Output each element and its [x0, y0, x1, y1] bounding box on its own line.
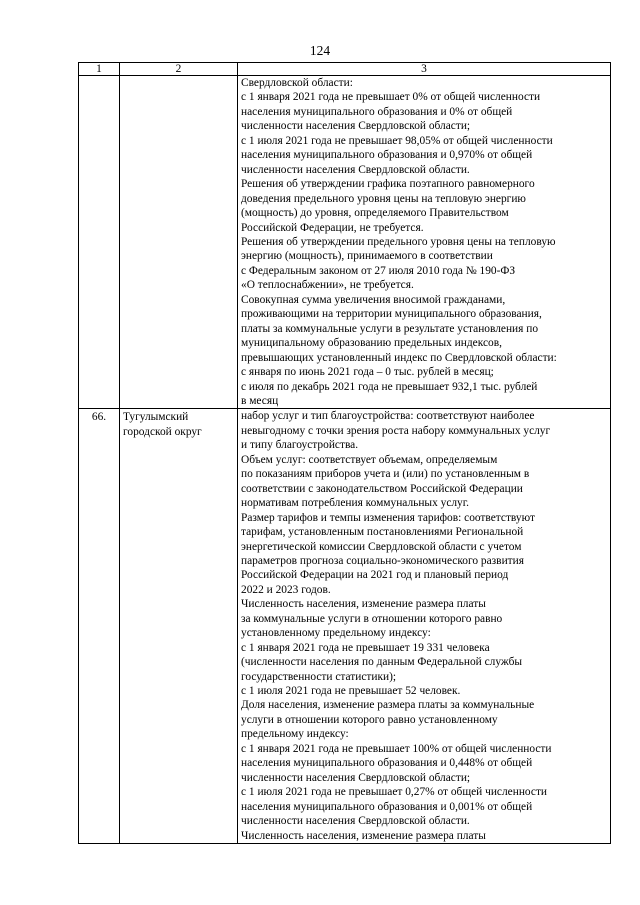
text-line: соответствии с законодательством Российской Федерации	[241, 482, 523, 495]
text-line: численности населения Свердловской области;	[241, 771, 471, 784]
text-line: муниципальному образованию предельных индексов,	[241, 337, 502, 350]
text-line: «О теплоснабжении», не требуется.	[241, 279, 414, 292]
text-line: предельному индексу:	[241, 728, 349, 741]
text-line: тарифам, установленным постановлениями Региональной	[241, 526, 524, 539]
text-line: Российской Федерации на 2021 год и плановый период	[241, 569, 509, 582]
text-line: Свердловской области:	[241, 77, 353, 89]
page-number: 124	[309, 43, 331, 58]
row-number	[79, 76, 120, 409]
text-line: платы за коммунальные услуги в результате установления по	[241, 322, 539, 335]
text-line: с 1 июля 2021 года не превышает 0,27% от общей численности	[241, 786, 548, 799]
text-line: численности населения Свердловской области.	[241, 163, 470, 176]
text-line: с Федеральным законом от 27 июля 2010 года № 190-ФЗ	[241, 264, 516, 277]
text-line: с июля по декабрь 2021 года не превышает 932,1 тыс. рублей	[241, 380, 538, 393]
text-line: за коммунальные услуги в отношении которого равно	[241, 612, 503, 625]
row-description	[238, 76, 611, 409]
text-line: с 1 июля 2021 года не превышает 98,05% от общей численности	[241, 134, 553, 147]
text-line: (мощность) до уровня, определяемого Правительством	[241, 207, 509, 220]
text-line: городской округ	[123, 425, 202, 438]
text-line: превышающих установленный индекс по Свердловской области:	[241, 351, 557, 364]
text-line: населения муниципального образования и 0% от общей	[241, 105, 513, 118]
text-line: в месяц	[241, 394, 279, 407]
text-line: численности населения Свердловской области.	[241, 815, 470, 828]
text-line: невыгодному с точки зрения роста набору коммунальных услуг	[241, 424, 551, 437]
text-line: услуги в отношении которого равно установленному	[241, 713, 498, 726]
text-line: Решения об утверждении графика поэтапного равномерного	[241, 178, 535, 191]
text-line: установленному предельному индексу:	[241, 627, 431, 640]
text-line: нормативам потребления коммунальных услуг.	[241, 497, 469, 510]
text-line: государственности статистики);	[241, 670, 397, 683]
text-line: параметров прогноза социально-экономического развития	[241, 554, 524, 567]
text-line: Совокупная сумма увеличения вносимой гражданами,	[241, 293, 506, 306]
text-line: с 1 января 2021 года не превышает 19 331 человека	[241, 641, 490, 654]
text-line: и типу благоустройства.	[241, 439, 359, 452]
document-table	[78, 62, 611, 844]
municipality-name	[120, 76, 238, 409]
text-line: энергию (мощность), принимаемого в соответствии	[241, 250, 493, 263]
text-line: доведения предельного уровня цены на тепловую энергию	[241, 192, 526, 205]
text-line: с 1 января 2021 года не превышает 100% от общей численности	[241, 742, 552, 755]
text-line: Численность населения, изменение размера платы	[241, 829, 486, 842]
text-line: набор услуг и тип благоустройства: соответствуют наиболее	[241, 410, 535, 423]
municipality-name	[120, 409, 238, 844]
table-row	[79, 409, 611, 844]
text-line: проживающими на территории муниципального образования,	[241, 308, 542, 321]
text-line: 2022 и 2023 годов.	[241, 583, 331, 596]
row-description	[238, 409, 611, 844]
row-number: 66.	[79, 409, 120, 844]
text-line: Объем услуг: соответствует объемам, определяемым	[241, 453, 498, 466]
table-row	[79, 76, 611, 409]
text-line: численности населения Свердловской области;	[241, 120, 471, 133]
text-line: Решения об утверждении предельного уровня цены на тепловую	[241, 235, 556, 248]
text-line: по показаниям приборов учета и (или) по установленным в	[241, 468, 530, 481]
text-line: с 1 июля 2021 года не превышает 52 человек.	[241, 685, 461, 698]
text-line: Численность населения, изменение размера платы	[241, 598, 486, 611]
text-line: населения муниципального образования и 0,448% от общей	[241, 757, 533, 770]
header-col-1: 1	[79, 63, 120, 76]
text-line: Российской Федерации, не требуется.	[241, 221, 424, 234]
text-line: населения муниципального образования и 0,001% от общей	[241, 800, 533, 813]
header-col-2: 2	[120, 63, 238, 76]
text-line: Тугулымский	[123, 411, 189, 424]
text-line: Доля населения, изменение размера платы за коммунальные	[241, 699, 535, 712]
text-line: с января по июнь 2021 года – 0 тыс. рублей в месяц;	[241, 366, 494, 379]
text-line: населения муниципального образования и 0,970% от общей	[241, 149, 533, 162]
text-line: Размер тарифов и темпы изменения тарифов: соответствуют	[241, 511, 535, 524]
text-line: (численности населения по данным Федеральной службы	[241, 656, 523, 669]
text-line: с 1 января 2021 года не превышает 0% от общей численности	[241, 91, 541, 104]
header-col-3: 3	[238, 63, 611, 76]
text-line: энергетической комиссии Свердловской области с учетом	[241, 540, 522, 553]
table-header-row	[79, 63, 611, 76]
